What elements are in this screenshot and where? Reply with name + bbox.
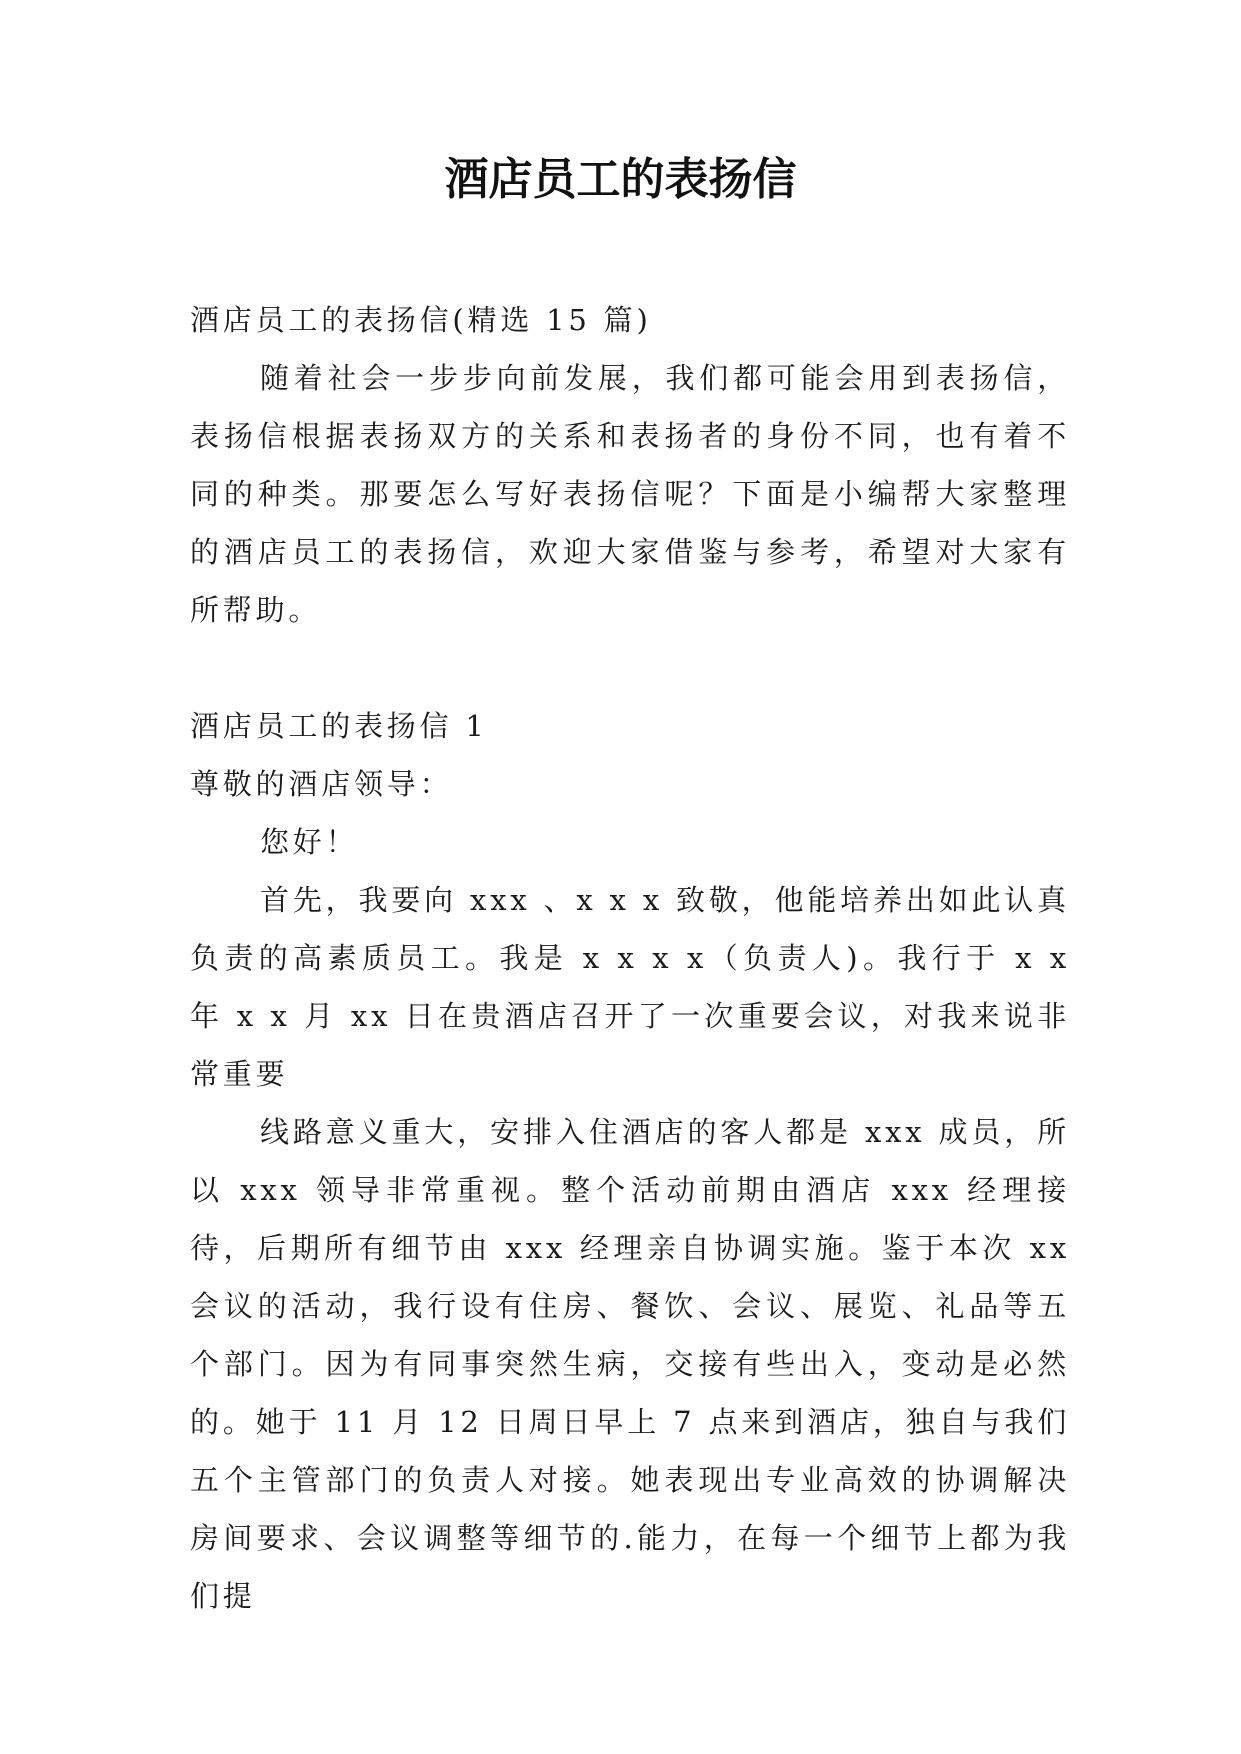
document-subtitle: 酒店员工的表扬信(精选 15 篇) xyxy=(190,303,652,337)
letter-paragraph-1: 首先，我要向 xxx 、x x x 致敬，他能培养出如此认真负责的高素质员工。我是 x x x x（负责人)。我行于 x x 年 x x 月 xx 日在贵酒店召开了一次重要会议，对我来说非常重要 xyxy=(190,883,1070,1091)
greeting: 您好！ xyxy=(260,825,359,859)
document-title: 酒店员工的表扬信 xyxy=(444,154,797,205)
paragraph-spacer xyxy=(190,639,1070,697)
salutation: 尊敬的酒店领导： xyxy=(190,767,453,801)
document-body xyxy=(190,291,1070,1625)
intro-paragraph: 随着社会一步步向前发展，我们都可能会用到表扬信，表扬信根据表扬双方的关系和表扬者的身份不同，也有着不同的种类。那要怎么写好表扬信呢？下面是小编帮大家整理的酒店员工的表扬信，欢迎大家借鉴与参考，希望对大家有所帮助。 xyxy=(190,361,1070,627)
letter-paragraph-2: 线路意义重大，安排入住酒店的客人都是 xxx 成员，所以 xxx 领导非常重视。整个活动前期由酒店 xxx 经理接待，后期所有细节由 xxx 经理亲自协调实施。鉴于本次 xx 会议的活动，我行设有住房、餐饮、会议、展览、礼品等五个部门。因为有同事突然生病，交接有些出入，变动是必然的。她于 11 月 12 日周日早上 7 点来到酒店，独自与我们五个主管部门的负责人对接。她表现出专业高效的协调解决房间要求、会议调整等细节的.能力，在每一个细节上都为我们提 xyxy=(190,1115,1070,1613)
section-heading: 酒店员工的表扬信 1 xyxy=(190,709,488,743)
